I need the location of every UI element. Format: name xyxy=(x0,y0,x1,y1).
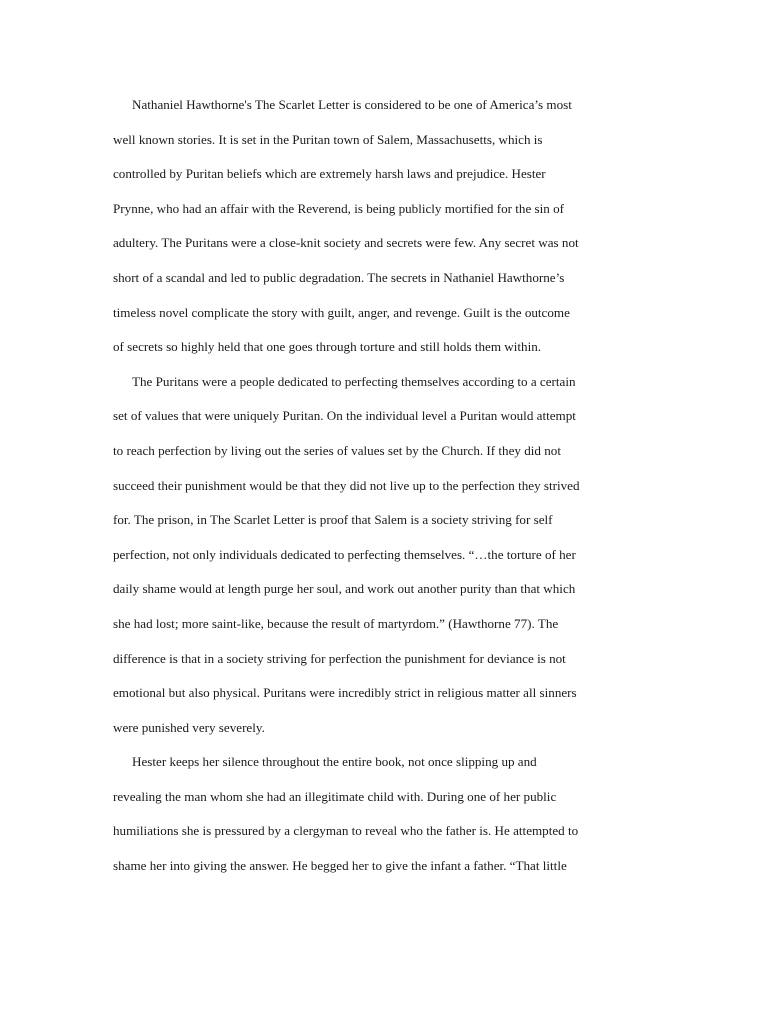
paragraph-1-line-4: Prynne, who had an affair with the Reverend, is being publicly mortified for the sin of xyxy=(113,200,565,216)
paragraph-2-line-11: were punished very severely. xyxy=(113,719,265,735)
paragraph-2-line-10: emotional but also physical. Puritans were incredibly strict in religious matter all sinners xyxy=(113,685,577,701)
paragraph-3-line-1: Hester keeps her silence throughout the entire book, not once slipping up and xyxy=(132,754,537,770)
paragraph-2-line-9: difference is that in a society striving for perfection the punishment for deviance is not xyxy=(113,650,566,666)
paragraph-3-line-4: shame her into giving the answer. He begged her to give the infant a father. “That little xyxy=(113,858,567,874)
essay-body xyxy=(113,88,658,884)
paragraph-1-line-1: Nathaniel Hawthorne's The Scarlet Letter is considered to be one of America’s most xyxy=(132,97,572,112)
paragraph-2-line-4: succeed their punishment would be that they did not live up to the perfection they strived xyxy=(113,477,580,493)
paragraph-2-line-2: set of values that were uniquely Puritan. On the individual level a Puritan would attempt xyxy=(113,408,576,424)
paragraph-2-line-1: The Puritans were a people dedicated to perfecting themselves according to a certain xyxy=(132,373,576,389)
paragraph-2-line-3: to reach perfection by living out the series of values set by the Church. If they did not xyxy=(113,442,561,458)
paragraph-2-line-5: for. The prison, in The Scarlet Letter is proof that Salem is a society striving for self xyxy=(113,512,553,528)
paragraph-1-line-3: controlled by Puritan beliefs which are extremely harsh laws and prejudice. Hester xyxy=(113,166,546,182)
paragraph-2-line-8: she had lost; more saint-like, because the result of martyrdom.” (Hawthorne 77). The xyxy=(113,615,559,631)
paragraph-1-line-5: adultery. The Puritans were a close-knit society and secrets were few. Any secret was not xyxy=(113,235,579,251)
paragraph-1-line-8: of secrets so highly held that one goes through torture and still holds them within. xyxy=(113,339,542,355)
paragraph-3-line-3: humiliations she is pressured by a clergyman to reveal who the father is. He attempted to xyxy=(113,823,579,839)
paragraph-1-line-2: well known stories. It is set in the Puritan town of Salem, Massachusetts, which is xyxy=(113,131,543,147)
paragraph-2-line-7: daily shame would at length purge her soul, and work out another purity than that which xyxy=(113,581,576,597)
paragraph-3-line-2: revealing the man whom she had an illegitimate child with. During one of her public xyxy=(113,788,557,804)
paragraph-1-line-6: short of a scandal and led to public degradation. The secrets in Nathaniel Hawthorne’s xyxy=(113,269,565,285)
paragraph-2-line-6: perfection, not only individuals dedicated to perfecting themselves. “…the torture of her xyxy=(113,546,576,562)
paragraph-1-line-7: timeless novel complicate the story with guilt, anger, and revenge. Guilt is the outcome xyxy=(113,304,570,320)
